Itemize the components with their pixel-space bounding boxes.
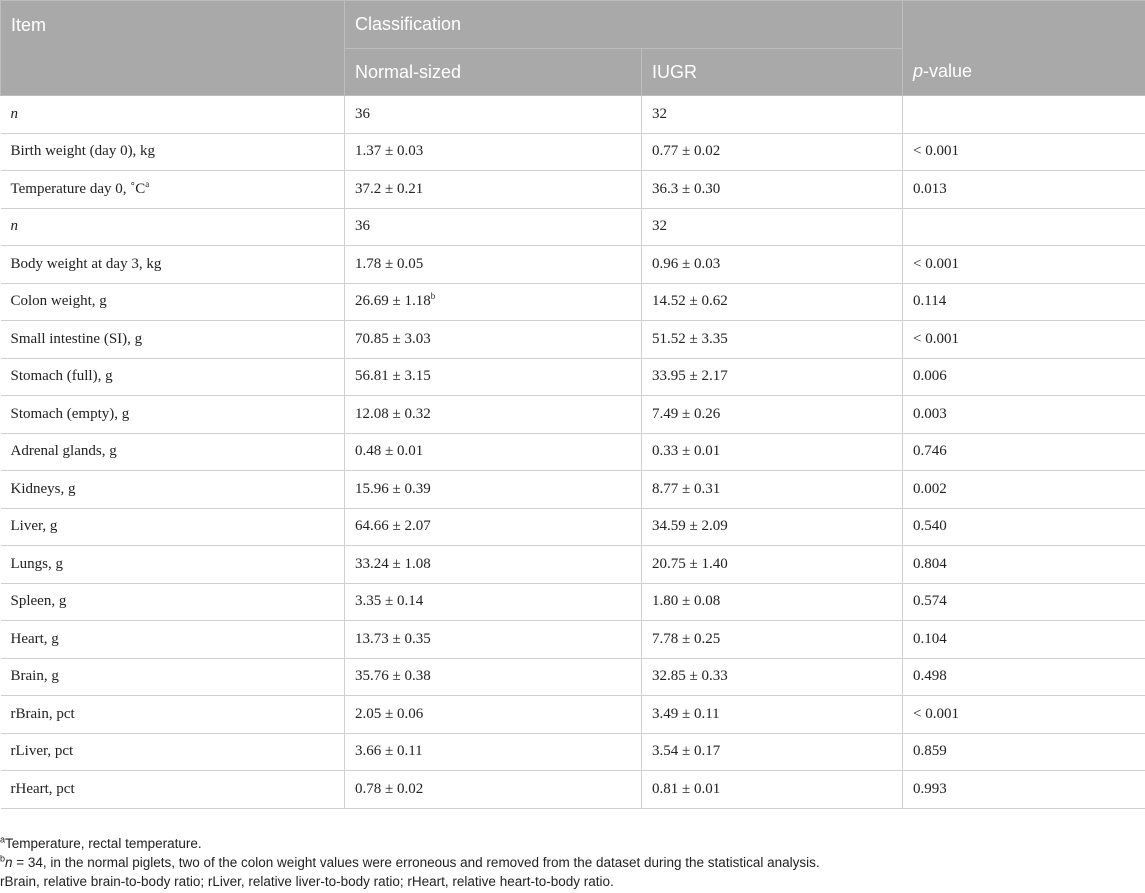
cell-item: Lungs, g [1,546,345,584]
cell-p-value: < 0.001 [903,321,1145,359]
table-row [1,283,1145,321]
cell-p-value: 0.540 [903,508,1145,546]
cell-normal: 64.66 ± 2.07 [345,508,642,546]
cell-iugr: 36.3 ± 0.30 [642,171,903,209]
table-row [1,583,1145,621]
cell-p-value: 0.104 [903,621,1145,659]
table-row [1,771,1145,809]
cell-iugr: 0.77 ± 0.02 [642,133,903,171]
table-row [1,658,1145,696]
cell-p-value: < 0.001 [903,696,1145,734]
cell-item: rLiver, pct [1,733,345,771]
table-row [1,471,1145,509]
cell-item: Temperature day 0, $˚C^a$ [1,171,345,209]
header-item: Item [1,1,345,96]
cell-p-value: 0.993 [903,771,1145,809]
cell-item: rHeart, pct [1,771,345,809]
cell-item: Stomach (empty), g [1,396,345,434]
cell-normal: 1.78 ± 0.05 [345,246,642,284]
cell-item: rBrain, pct [1,696,345,734]
cell-normal: 1.37 ± 0.03 [345,133,642,171]
table-row [1,171,1145,209]
cell-p-value: 0.003 [903,396,1145,434]
cell-normal: 3.35 ± 0.14 [345,583,642,621]
cell-normal: 3.66 ± 0.11 [345,733,642,771]
cell-normal: 2.05 ± 0.06 [345,696,642,734]
cell-normal: 15.96 ± 0.39 [345,471,642,509]
cell-iugr: 0.81 ± 0.01 [642,771,903,809]
cell-iugr: 7.49 ± 0.26 [642,396,903,434]
cell-normal: 37.2 ± 0.21 [345,171,642,209]
cell-item: Birth weight (day 0), kg [1,133,345,171]
cell-p-value: < 0.001 [903,133,1145,171]
header-iugr: IUGR [642,49,903,96]
footnote-a: $^a$Temperature, rectal temperature. [0,834,202,851]
cell-iugr: 32 [642,208,903,246]
header-classification: Classification [345,1,903,49]
footnotes [0,834,1145,891]
cell-item: Small intestine (SI), g [1,321,345,359]
cell-p-value: 0.114 [903,283,1145,321]
footnote-b: $^b$n = 34, in the normal piglets, two of the colon weight values were erroneous and removed from the dataset during the statistical analysis. [0,853,820,870]
cell-iugr: 20.75 ± 1.40 [642,546,903,584]
table-header [1,1,1145,96]
cell-p-value: 0.498 [903,658,1145,696]
cell-normal: 35.76 ± 0.38 [345,658,642,696]
cell-p-value: 0.013 [903,171,1145,209]
cell-normal: 0.78 ± 0.02 [345,771,642,809]
cell-iugr: 51.52 ± 3.35 [642,321,903,359]
table-row [1,433,1145,471]
cell-normal: 56.81 ± 3.15 [345,358,642,396]
table-row [1,208,1145,246]
cell-iugr: 7.78 ± 0.25 [642,621,903,659]
table-row [1,96,1145,134]
cell-iugr: 14.52 ± 0.62 [642,283,903,321]
cell-item: Heart, g [1,621,345,659]
cell-p-value: 0.574 [903,583,1145,621]
table-row [1,321,1145,359]
table-row [1,246,1145,284]
cell-normal: 13.73 ± 0.35 [345,621,642,659]
header-normal-sized: Normal-sized [345,49,642,96]
cell-iugr: 3.49 ± 0.11 [642,696,903,734]
cell-item: Colon weight, g [1,283,345,321]
cell-item: Brain, g [1,658,345,696]
cell-item: Adrenal glands, g [1,433,345,471]
table-row [1,133,1145,171]
cell-normal: 70.85 ± 3.03 [345,321,642,359]
cell-item: Stomach (full), g [1,358,345,396]
cell-iugr: 1.80 ± 0.08 [642,583,903,621]
cell-item: n [1,96,345,134]
table-row [1,396,1145,434]
table-row [1,733,1145,771]
cell-iugr: 34.59 ± 2.09 [642,508,903,546]
cell-p-value: 0.002 [903,471,1145,509]
cell-normal: 36 [345,96,642,134]
cell-p-value: 0.804 [903,546,1145,584]
cell-normal: 33.24 ± 1.08 [345,546,642,584]
cell-normal: 26.69 ± 1.18$^b$ [345,283,642,321]
table-row [1,621,1145,659]
cell-normal: 12.08 ± 0.32 [345,396,642,434]
cell-p-value: < 0.001 [903,246,1145,284]
cell-item: Body weight at day 3, kg [1,246,345,284]
cell-iugr: 32 [642,96,903,134]
cell-iugr: 0.33 ± 0.01 [642,433,903,471]
cell-item: Kidneys, g [1,471,345,509]
footnote-abbreviations: rBrain, relative brain-to-body ratio; rLiver, relative liver-to-body ratio; rHeart, relative heart-to-body ratio. [0,874,614,889]
cell-item: n [1,208,345,246]
cell-p-value: 0.746 [903,433,1145,471]
table-row [1,508,1145,546]
cell-iugr: 3.54 ± 0.17 [642,733,903,771]
cell-item: Spleen, g [1,583,345,621]
cell-iugr: 0.96 ± 0.03 [642,246,903,284]
cell-p-value [903,96,1145,134]
table-body [1,96,1145,809]
table-row [1,358,1145,396]
table-row [1,546,1145,584]
cell-item: Liver, g [1,508,345,546]
table-row [1,696,1145,734]
header-p-value: p-value [903,1,1145,96]
cell-p-value: 0.859 [903,733,1145,771]
cell-normal: 0.48 ± 0.01 [345,433,642,471]
cell-iugr: 8.77 ± 0.31 [642,471,903,509]
cell-iugr: 32.85 ± 0.33 [642,658,903,696]
cell-p-value [903,208,1145,246]
cell-p-value: 0.006 [903,358,1145,396]
cell-normal: 36 [345,208,642,246]
cell-iugr: 33.95 ± 2.17 [642,358,903,396]
